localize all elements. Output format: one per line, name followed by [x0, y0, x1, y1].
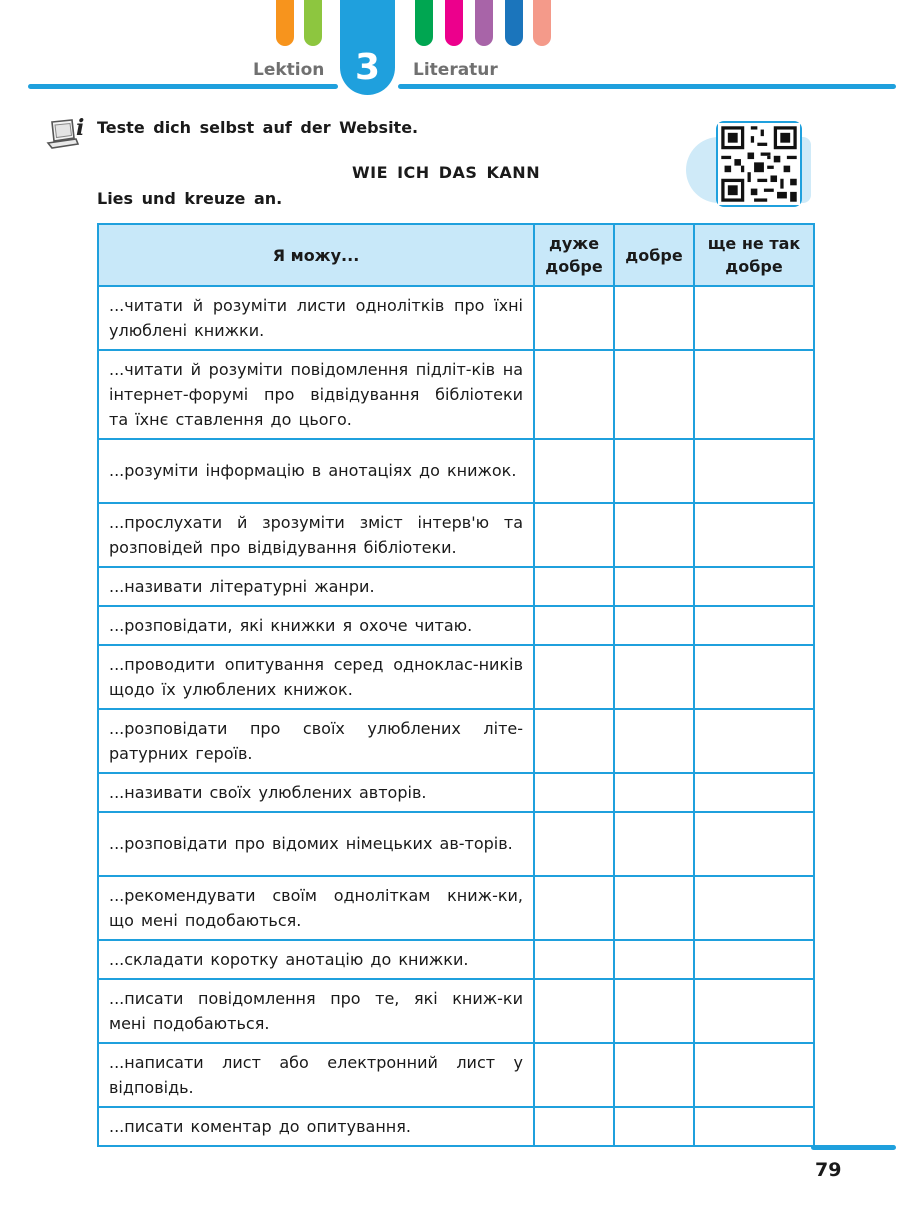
checkbox-good[interactable] [614, 709, 694, 773]
checkbox-good[interactable] [614, 439, 694, 503]
checkbox-not-yet[interactable] [694, 773, 814, 812]
checkbox-very-good[interactable] [534, 645, 614, 709]
table-row [98, 773, 814, 812]
skill-text: ...читати й розуміти повідомлення підліт-ків на інтернет-форумі про відвідування бібліотеки та їхнє ставлення до цього. [98, 350, 534, 439]
table-row [98, 567, 814, 606]
checkbox-very-good[interactable] [534, 979, 614, 1043]
checkbox-very-good[interactable] [534, 1043, 614, 1107]
checkbox-good[interactable] [614, 876, 694, 940]
checkbox-not-yet[interactable] [694, 979, 814, 1043]
checkbox-not-yet[interactable] [694, 940, 814, 979]
checkbox-very-good[interactable] [534, 709, 614, 773]
header-good: добре [614, 224, 694, 286]
checkbox-good[interactable] [614, 1107, 694, 1146]
table-row [98, 350, 814, 439]
checkbox-good[interactable] [614, 645, 694, 709]
table-row [98, 503, 814, 567]
laptop-info-icon[interactable] [46, 116, 90, 150]
lektion-number-badge: 3 [340, 0, 395, 95]
checkbox-very-good[interactable] [534, 940, 614, 979]
table-row [98, 812, 814, 876]
checkbox-not-yet[interactable] [694, 645, 814, 709]
table-row [98, 606, 814, 645]
color-tab [475, 0, 493, 46]
table-row [98, 979, 814, 1043]
table-row [98, 286, 814, 350]
checkbox-very-good[interactable] [534, 812, 614, 876]
skill-text: ...розповідати, які книжки я охоче читаю. [98, 606, 534, 645]
checkbox-very-good[interactable] [534, 1107, 614, 1146]
checkbox-not-yet[interactable] [694, 439, 814, 503]
checkbox-not-yet[interactable] [694, 1043, 814, 1107]
checkbox-good[interactable] [614, 567, 694, 606]
checkbox-very-good[interactable] [534, 876, 614, 940]
checkbox-not-yet[interactable] [694, 503, 814, 567]
checkbox-not-yet[interactable] [694, 1107, 814, 1146]
skill-text: ...написати лист або електронний лист у відповідь. [98, 1043, 534, 1107]
header-very-good: дуже добре [534, 224, 614, 286]
table-row [98, 709, 814, 773]
instruction-text: Lies und kreuze an. [97, 189, 283, 208]
checkbox-very-good[interactable] [534, 606, 614, 645]
table-row [98, 940, 814, 979]
checkbox-not-yet[interactable] [694, 286, 814, 350]
checkbox-very-good[interactable] [534, 439, 614, 503]
table-row [98, 1107, 814, 1146]
skill-text: ...називати своїх улюблених авторів. [98, 773, 534, 812]
skill-text: ...рекомендувати своїм однолiткам книж-ки, що мені подобаються. [98, 876, 534, 940]
lektion-label: Lektion [253, 60, 325, 80]
checkbox-good[interactable] [614, 503, 694, 567]
checkbox-good[interactable] [614, 606, 694, 645]
checkbox-good[interactable] [614, 773, 694, 812]
header-line-right [398, 84, 896, 89]
checkbox-good[interactable] [614, 1043, 694, 1107]
checkbox-not-yet[interactable] [694, 876, 814, 940]
skill-text: ...читати й розуміти листи однолітків про їхні улюблені книжки. [98, 286, 534, 350]
table-row [98, 876, 814, 940]
table-row [98, 439, 814, 503]
checkbox-very-good[interactable] [534, 350, 614, 439]
checkbox-good[interactable] [614, 940, 694, 979]
checkbox-not-yet[interactable] [694, 567, 814, 606]
color-tab [445, 0, 463, 46]
skill-text: ...писати коментар до опитування. [98, 1107, 534, 1146]
skill-text: ...проводити опитування серед одноклас-ників щодо їх улюблених книжок. [98, 645, 534, 709]
skill-text: ...складати коротку анотацію до книжки. [98, 940, 534, 979]
footer-line [811, 1145, 896, 1150]
checkbox-very-good[interactable] [534, 567, 614, 606]
header-skill: Я можу... [98, 224, 534, 286]
checkbox-good[interactable] [614, 812, 694, 876]
skill-text: ...прослухати й зрозуміти зміст інтерв'ю та розповідей про відвідування бібліотеки. [98, 503, 534, 567]
header-line-left [28, 84, 338, 89]
header-not-yet: ще не так добре [694, 224, 814, 286]
checkbox-not-yet[interactable] [694, 606, 814, 645]
checkbox-not-yet[interactable] [694, 812, 814, 876]
section-title: WIE ICH DAS KANN [352, 163, 541, 182]
page-number: 79 [815, 1159, 842, 1181]
color-tab [533, 0, 551, 46]
checkbox-good[interactable] [614, 286, 694, 350]
color-tab [505, 0, 523, 46]
color-tab [276, 0, 294, 46]
checkbox-not-yet[interactable] [694, 709, 814, 773]
skill-text: ...розповідати про відомих німецьких ав-торів. [98, 812, 534, 876]
color-tab [415, 0, 433, 46]
checkbox-good[interactable] [614, 979, 694, 1043]
checkbox-not-yet[interactable] [694, 350, 814, 439]
checkbox-very-good[interactable] [534, 286, 614, 350]
svg-text:i: i [76, 116, 85, 141]
website-hint: Teste dich selbst auf der Website. [97, 118, 419, 137]
table-row [98, 645, 814, 709]
skill-text: ...називати літературні жанри. [98, 567, 534, 606]
color-tab [304, 0, 322, 46]
checkbox-very-good[interactable] [534, 503, 614, 567]
skill-text: ...розповідати про своїх улюблених літе-ратурних героїв. [98, 709, 534, 773]
topic-label: Literatur [413, 60, 498, 80]
checkbox-good[interactable] [614, 350, 694, 439]
table-header-row [98, 224, 814, 286]
checkbox-very-good[interactable] [534, 773, 614, 812]
self-assessment-table [97, 223, 815, 1147]
skill-text: ...розуміти інформацію в анотаціях до книжок. [98, 439, 534, 503]
skill-text: ...писати повідомлення про те, які книж-ки мені подобаються. [98, 979, 534, 1043]
qr-code-icon[interactable] [716, 121, 802, 207]
table-row [98, 1043, 814, 1107]
